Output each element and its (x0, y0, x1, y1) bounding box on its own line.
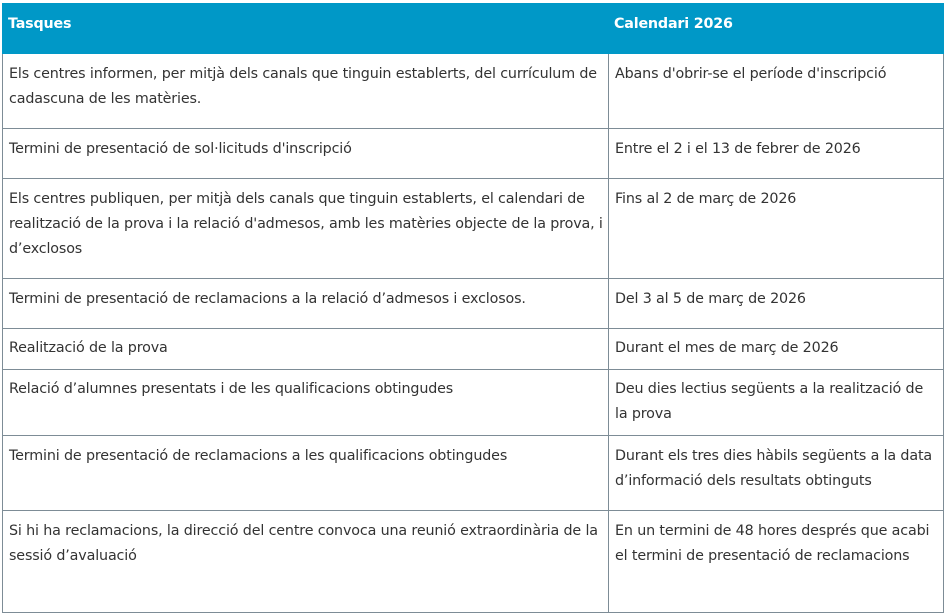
header-calendari: Calendari 2026 (609, 4, 944, 54)
task-cell: Termini de presentació de reclamacions a la relació d’admesos i exclosos. (3, 279, 609, 329)
header-tasques: Tasques (3, 4, 609, 54)
schedule-table (2, 3, 944, 613)
date-cell: Durant el mes de març de 2026 (609, 329, 944, 370)
table-row (3, 54, 944, 129)
table-row (3, 370, 944, 436)
date-cell: Deu dies lectius següents a la realització de la prova (609, 370, 944, 436)
task-cell: Si hi ha reclamacions, la direcció del centre convoca una reunió extraordinària de la sessió d’avaluació (3, 511, 609, 613)
table-row (3, 179, 944, 279)
table-row (3, 129, 944, 179)
table-row (3, 329, 944, 370)
date-cell: Fins al 2 de març de 2026 (609, 179, 944, 279)
task-cell: Termini de presentació de sol·licituds d'inscripció (3, 129, 609, 179)
table-row (3, 436, 944, 511)
task-cell: Els centres informen, per mitjà dels canals que tinguin establerts, del currículum de cadascuna de les matèries. (3, 54, 609, 129)
table-row (3, 511, 944, 613)
task-cell: Els centres publiquen, per mitjà dels canals que tinguin establerts, el calendari de realització de la prova i la relació d'admesos, amb les matèries objecte de la prova, i d’exclosos (3, 179, 609, 279)
date-cell: En un termini de 48 hores després que acabi el termini de presentació de reclamacions (609, 511, 944, 613)
table-header (3, 4, 944, 54)
date-cell: Del 3 al 5 de març de 2026 (609, 279, 944, 329)
header-row (3, 4, 944, 54)
date-cell: Abans d'obrir-se el període d'inscripció (609, 54, 944, 129)
task-cell: Relació d’alumnes presentats i de les qualificacions obtingudes (3, 370, 609, 436)
date-cell: Entre el 2 i el 13 de febrer de 2026 (609, 129, 944, 179)
table-row (3, 279, 944, 329)
task-cell: Termini de presentació de reclamacions a les qualificacions obtingudes (3, 436, 609, 511)
date-cell: Durant els tres dies hàbils següents a la data d’informació dels resultats obtinguts (609, 436, 944, 511)
task-cell: Realització de la prova (3, 329, 609, 370)
table-body (3, 54, 944, 613)
